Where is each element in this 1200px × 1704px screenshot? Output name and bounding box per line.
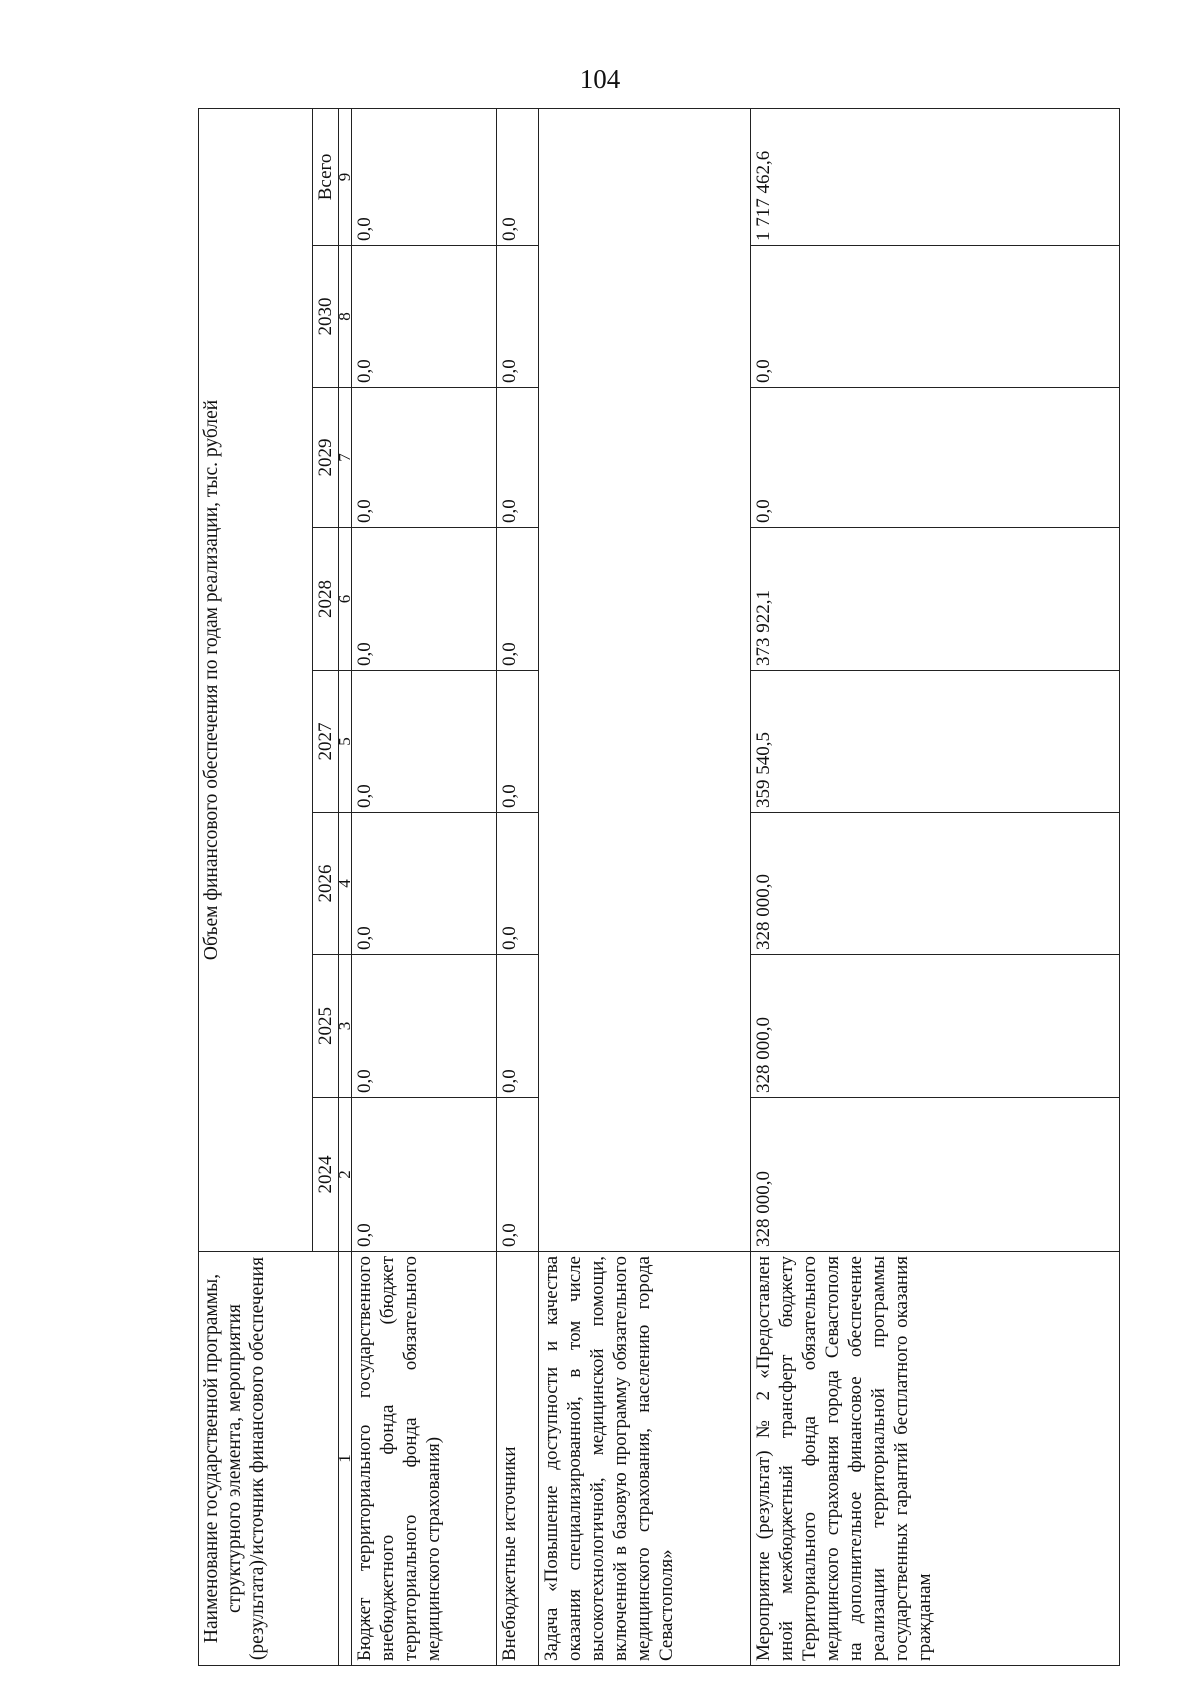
column-number: 8 [339,246,352,388]
row-value: 0,0 [751,246,1120,388]
row-label: Внебюджетные источники [497,1252,539,1666]
column-number: 5 [339,671,352,813]
table-row [497,108,539,1665]
row-value: 0,0 [497,246,539,388]
table-row [539,108,751,1665]
column-number: 2 [339,1098,352,1252]
row-value: 0,0 [497,388,539,528]
row-value: 328 000,0 [751,813,1120,955]
row-value: 0,0 [352,246,497,388]
row-value: 0,0 [497,528,539,671]
financing-table [198,108,1120,1666]
header-year-2030: 2030 [313,246,339,388]
row-value: 328 000,0 [751,955,1120,1098]
row-value: 0,0 [497,813,539,955]
header-total: Всего [313,108,339,245]
row-value: 359 540,5 [751,671,1120,813]
row-value: 0,0 [352,108,497,245]
row-value: 0,0 [352,955,497,1098]
row-value: 373 922,1 [751,528,1120,671]
row-value: 0,0 [497,671,539,813]
row-value: 0,0 [352,388,497,528]
column-number: 3 [339,955,352,1098]
column-number: 1 [339,1252,352,1666]
header-year-2026: 2026 [313,813,339,955]
row-value: 328 000,0 [751,1098,1120,1252]
header-year-2024: 2024 [313,1098,339,1252]
header-row [199,108,313,1665]
row-value: 0,0 [751,388,1120,528]
row-value: 0,0 [497,1098,539,1252]
header-name-column: Наименование государственной программы, структурного элемента, мероприятия (результата)/источник финансового обеспечения [199,1252,339,1666]
row-value: 0,0 [497,955,539,1098]
row-empty-span [539,108,751,1251]
row-value: 0,0 [497,108,539,245]
row-value: 0,0 [352,1098,497,1252]
row-value: 0,0 [352,671,497,813]
header-year-2025: 2025 [313,955,339,1098]
header-financing-group: Объем финансового обеспечения по годам реализации, тыс. рублей [199,108,313,1251]
header-year-2027: 2027 [313,671,339,813]
row-value: 0,0 [352,813,497,955]
row-label: Бюджет территориального государственного внебюджетного фонда (бюджет территориального фонда обязательного медицинского страхования) [352,1252,497,1666]
header-year-2029: 2029 [313,388,339,528]
column-number: 9 [339,108,352,245]
column-number: 7 [339,388,352,528]
column-numbers-row [339,108,352,1665]
row-label: Мероприятие (результат) № 2 «Предоставлен иной межбюджетный трансферт бюджету Территориального фонда обязательного медицинского страхования города Севастополя на дополнительное финансовое обеспечение реализации территориальной программы государственных гарантий бесплатного оказания гражданам [751,1252,1120,1666]
table-row [352,108,497,1665]
page-number: 104 [579,64,621,94]
rotated-table-container [198,109,1110,1666]
header-year-2028: 2028 [313,528,339,671]
row-value: 1 717 462,6 [751,108,1120,245]
table-row [751,108,1120,1665]
column-number: 4 [339,813,352,955]
column-number: 6 [339,528,352,671]
row-value: 0,0 [352,528,497,671]
rotated-table-area [198,109,1110,1666]
row-label: Задача «Повышение доступности и качества оказания специализированной, в том числе высокотехнологичной, медицинской помощи, включенной в базовую программу обязательного медицинского страхования, населению города Севастополя» [539,1252,751,1666]
